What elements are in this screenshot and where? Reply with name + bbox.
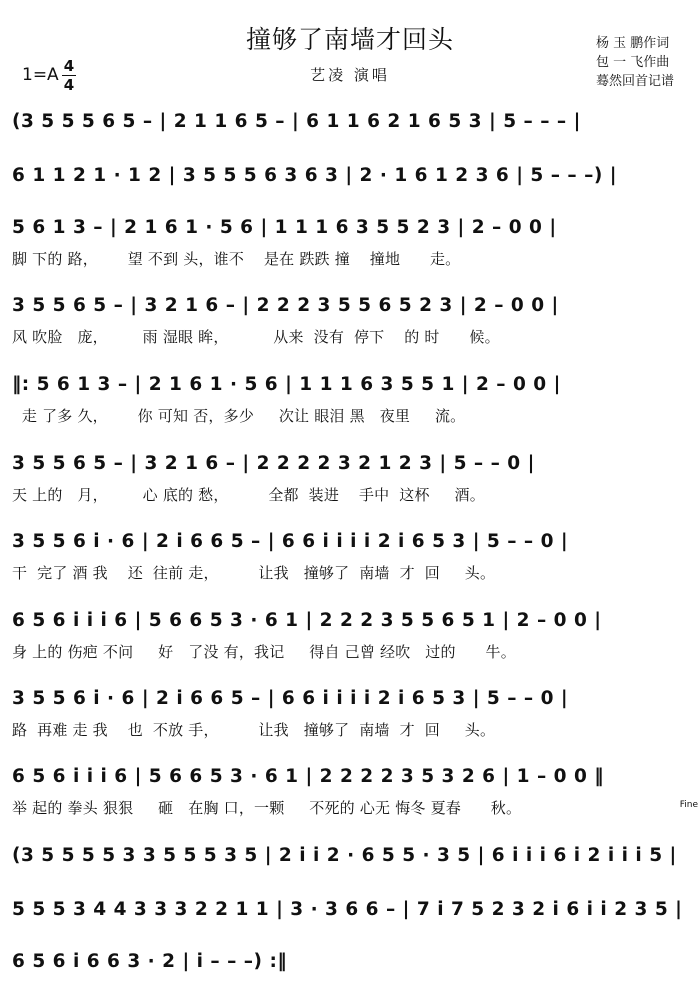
lyrics-line: 走 了多 久， 你 可知 否，多少 次让 眼泪 黑 夜里 流。 [12, 407, 466, 425]
lyricist-credit: 杨 玉 鹏作词 [595, 36, 670, 51]
time-signature-numerator: 4 [63, 57, 75, 75]
composer-credit: 包 一 飞作曲 [595, 55, 670, 70]
notation-line: (3 5 5 5 6 5 – | 2 1 1 6 5 – | 6 1 1 6 2 1 6 5 3 | 5 – – – | [12, 111, 581, 132]
score-system-1 [12, 108, 688, 136]
lyrics-line: 举 起的 拳头 狠狠 砸 在胸 口，一颗 不死的 心无 悔冬 夏春 秋。 [12, 799, 522, 817]
notation-line: 3 5 5 6 i · 6 | 2 i 6 6 5 – | 6 6 i i i i 2 i 6 5 3 | 5 – – 0 | [12, 531, 569, 552]
notation-line: 5 6 1 3 – | 2 1 6 1 · 5 6 | 1 1 1 6 3 5 5 2 3 | 2 – 0 0 | [12, 217, 557, 238]
score-system-12 [12, 896, 688, 924]
lyrics-line: 脚 下的 路， 望 不到 头，谁不 是在 跌跌 撞 撞地 走。 [12, 250, 461, 268]
credits-block [596, 34, 674, 91]
transcriber-credit: 蓦然回首记谱 [595, 74, 674, 89]
notation-line: 3 5 5 6 5 – | 3 2 1 6 – | 2 2 2 3 5 5 6 5 2 3 | 2 – 0 0 | [12, 295, 559, 316]
performer-line: 艺凌 演唱 [310, 66, 390, 84]
notation-line: 5 5 5 3 4 4 3 3 3 2 2 1 1 | 3 · 3 6 6 – | 7 i 7 5 2 3 2 i 6 i i 2 3 5 | [12, 899, 683, 920]
notation-line: 6 5 6 i i i 6 | 5 6 6 5 3 · 6 1 | 2 2 2 3 5 5 6 5 1 | 2 – 0 0 | [12, 610, 602, 631]
key-signature: 1=A [22, 65, 59, 85]
notation-line: 6 5 6 i 6 6 3 · 2 | i – – –) :‖ [12, 951, 288, 972]
score-system-10 [12, 763, 688, 819]
score-system-2 [12, 162, 688, 190]
score-system-13 [12, 948, 688, 976]
lyrics-line: 身 上的 伤疤 不问 好 了没 有，我记 得自 己曾 经吹 过的 牛。 [12, 643, 516, 661]
lyrics-line: 天 上的 月， 心 底的 愁， 全都 装进 手中 这杯 酒。 [12, 486, 485, 504]
score-system-9 [12, 685, 688, 741]
lyrics-line: 风 吹脸 庞， 雨 湿眼 眸， 从来 没有 停下 的 时 候。 [12, 328, 500, 346]
fine-marker: Fine [679, 800, 698, 810]
time-signature [62, 58, 76, 93]
notation-line: 3 5 5 6 i · 6 | 2 i 6 6 5 – | 6 6 i i i i 2 i 6 5 3 | 5 – – 0 | [12, 688, 569, 709]
lyrics-line: 干 完了 酒 我 还 往前 走， 让我 撞够了 南墙 才 回 头。 [12, 564, 496, 582]
score-system-11 [12, 842, 688, 870]
score-system-7 [12, 528, 688, 584]
score-system-5 [12, 371, 688, 427]
notation-line: 6 1 1 2 1 · 1 2 | 3 5 5 5 6 3 6 3 | 2 · 1 6 1 2 3 6 | 5 – – –) | [12, 165, 618, 186]
notation-line: 3 5 5 6 5 – | 3 2 1 6 – | 2 2 2 2 3 2 1 2 3 | 5 – – 0 | [12, 453, 535, 474]
time-signature-denominator: 4 [63, 76, 75, 94]
score-system-8 [12, 607, 688, 663]
song-title: 撞够了南墙才回头 [245, 25, 454, 54]
score-system-6 [12, 450, 688, 506]
notation-line: ‖: 5 6 1 3 – | 2 1 6 1 · 5 6 | 1 1 1 6 3 5 5 1 | 2 – 0 0 | [12, 374, 561, 395]
notation-line: (3 5 5 5 5 3 3 5 5 5 3 5 | 2 i i 2 · 6 5 5 · 3 5 | 6 i i i 6 i 2 i i i 5 | [12, 845, 677, 866]
score-system-3 [12, 214, 688, 270]
lyrics-line: 路 再难 走 我 也 不放 手， 让我 撞够了 南墙 才 回 头。 [12, 721, 496, 739]
score-system-4 [12, 292, 688, 348]
notation-line: 6 5 6 i i i 6 | 5 6 6 5 3 · 6 1 | 2 2 2 2 3 5 3 2 6 | 1 – 0 0 ‖ [12, 766, 605, 787]
